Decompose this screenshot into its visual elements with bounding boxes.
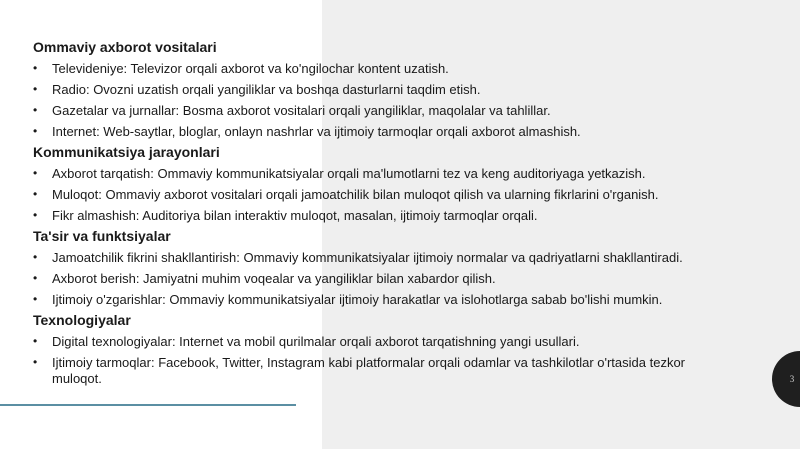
bullet-icon: • xyxy=(33,166,38,180)
section-heading: Kommunikatsiya jarayonlari xyxy=(33,144,220,160)
section-heading: Ommaviy axborot vositalari xyxy=(33,39,217,55)
list-item: • Ijtimoiy o'zgarishlar: Ommaviy kommunikatsiyalar ijtimoiy harakatlar va islohotlarga sabab bo'lishi mumkin. xyxy=(33,289,773,310)
section-heading: Ta'sir va funktsiyalar xyxy=(33,228,171,244)
list-item: • Fikr almashish: Auditoriya bilan interaktiv muloqot, masalan, ijtimoiy tarmoqlar orqali. xyxy=(33,205,773,226)
bullet-icon: • xyxy=(33,103,38,117)
list-item: • Televideniye: Televizor orqali axborot va ko'ngilochar kontent uzatish. xyxy=(33,58,773,79)
bullet-icon: • xyxy=(33,124,38,138)
list-item: • Digital texnologiyalar: Internet va mobil qurilmalar orqali axborot tarqatishning yangi usullari. xyxy=(33,331,773,352)
bullet-icon: • xyxy=(33,292,38,306)
list-item: • Ijtimoiy tarmoqlar: Facebook, Twitter, Instagram kabi platformalar orqali odamlar va tashkilotlar o'rtasida tezkor muloqot. xyxy=(33,352,773,387)
bullet-icon: • xyxy=(33,271,38,285)
list-item: • Jamoatchilik fikrini shakllantirish: Ommaviy kommunikatsiyalar ijtimoiy normalar va qadriyatlarni shakllantiradi. xyxy=(33,247,773,268)
bullet-icon: • xyxy=(33,250,38,264)
list-item: • Radio: Ovozni uzatish orqali yangiliklar va boshqa dasturlarni taqdim etish. xyxy=(33,79,773,100)
list-item: • Muloqot: Ommaviy axborot vositalari orqali jamoatchilik bilan muloqot qilish va ularning fikrlarini o'rganish. xyxy=(33,184,773,205)
bullet-icon: • xyxy=(33,82,38,96)
list-item: • Axborot berish: Jamiyatni muhim voqealar va yangiliklar bilan xabardor qilish. xyxy=(33,268,773,289)
list-item: • Gazetalar va jurnallar: Bosma axborot vositalari orqali yangiliklar, maqolalar va tahlillar. xyxy=(33,100,773,121)
list-item: • Internet: Web-saytlar, bloglar, onlayn nashrlar va ijtimoiy tarmoqlar orqali axborot almashish. xyxy=(33,121,773,142)
section-heading: Texnologiyalar xyxy=(33,312,131,328)
bullet-icon: • xyxy=(33,334,38,348)
bullet-icon: • xyxy=(33,208,38,222)
bullet-icon: • xyxy=(33,61,38,75)
bullet-icon: • xyxy=(33,187,38,201)
slide-content xyxy=(33,37,773,387)
list-item: • Axborot tarqatish: Ommaviy kommunikatsiyalar orqali ma'lumotlarni tez va keng auditoriyaga yetkazish. xyxy=(33,163,773,184)
bullet-icon: • xyxy=(33,355,38,369)
accent-divider xyxy=(0,404,296,406)
page-number: 3 xyxy=(789,374,795,384)
